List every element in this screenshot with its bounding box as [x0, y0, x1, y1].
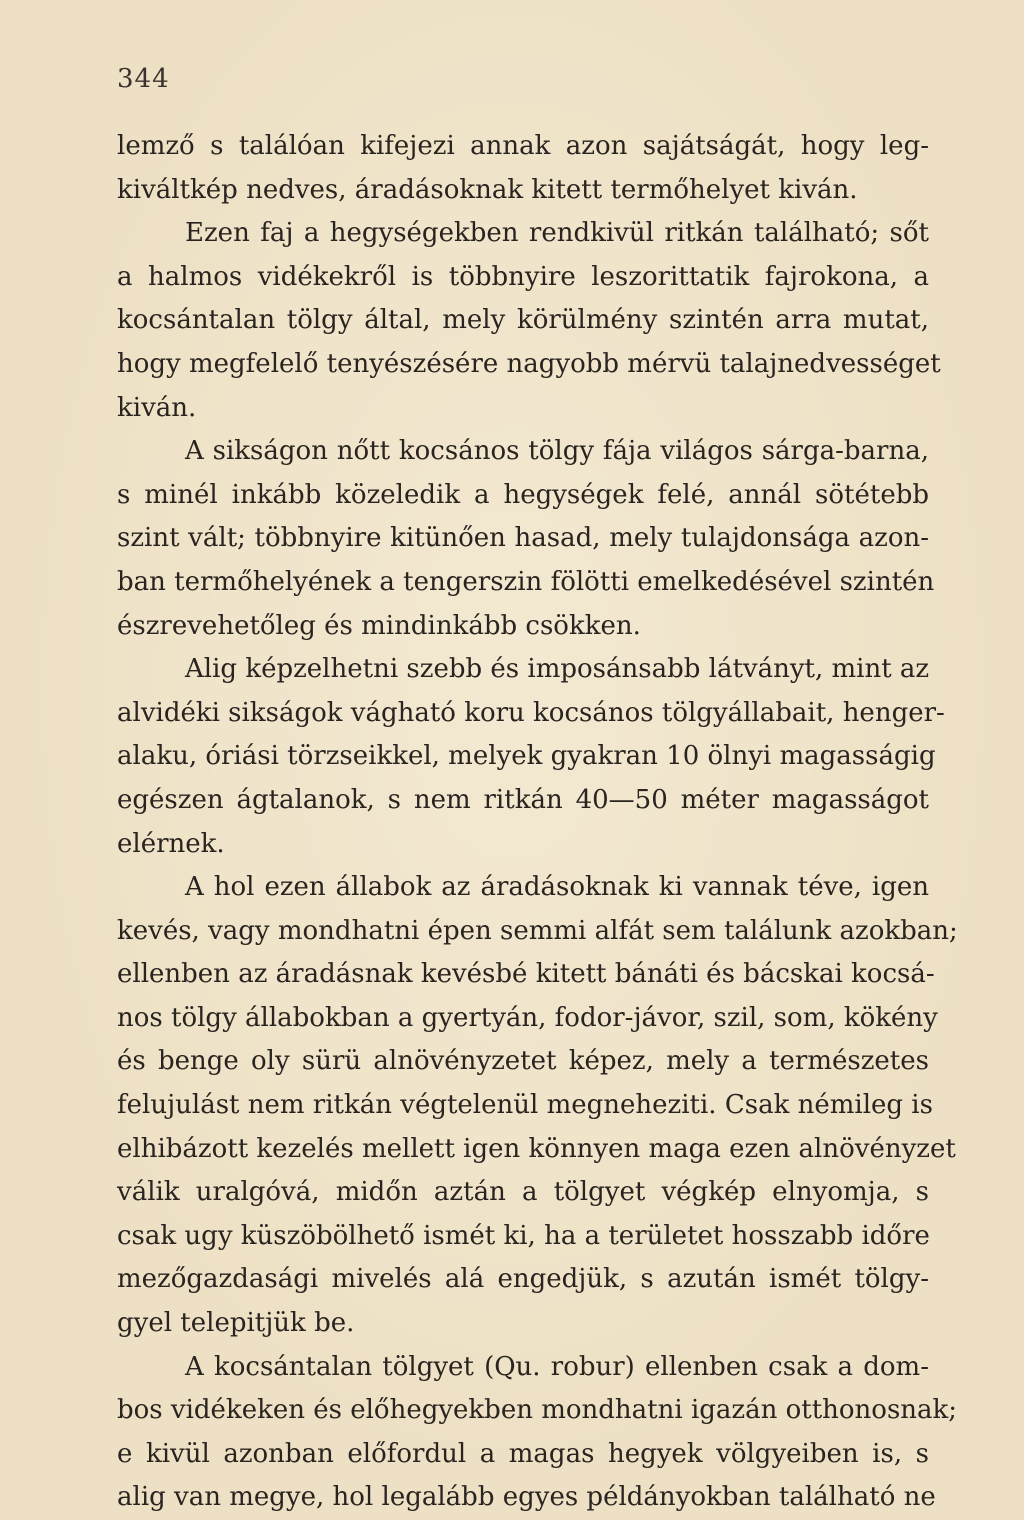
text-line: s minél inkább közeledik a hegységek felé, annál sötétebb [117, 479, 929, 510]
paragraph [117, 648, 945, 866]
text-line: A sikságon nőtt kocsános tölgy fája világos sárga-barna, [185, 436, 929, 467]
paragraph [117, 866, 958, 1346]
text-line: A kocsántalan tölgyet (Qu. robur) ellenben csak a dom- [185, 1351, 929, 1382]
text-line: és benge oly sürü alnövényzetet képez, mely a természetes [117, 1046, 929, 1077]
text-line: elhibázott kezelés mellett igen könnyen maga ezen alnövényzet [117, 1133, 956, 1164]
text-line: Ezen faj a hegységekben rendkivül ritkán található; sőt [185, 218, 929, 249]
text-line: alaku, óriási törzseikkel, melyek gyakran 10 ölnyi magasságig [117, 741, 936, 772]
text-line: gyel telepitjük be. [117, 1308, 355, 1339]
text-line: kiván. [117, 392, 197, 423]
text-line: e kivül azonban előfordul a magas hegyek völgyeiben is, s [117, 1438, 929, 1469]
text-line: alig van megye, hol legalább egyes példányokban található ne [117, 1482, 936, 1513]
page-number: 344 [117, 64, 170, 94]
text-line: ellenben az áradásnak kevésbé kitett bánáti és bácskai kocsá- [117, 959, 935, 990]
paragraph [117, 1346, 958, 1520]
text-line: észrevehetőleg és mindinkább csökken. [117, 610, 641, 641]
text-line: csak ugy küszöbölhető ismét ki, ha a területet hosszabb időre [117, 1220, 930, 1251]
text-line: kiváltkép nedves, áradásoknak kitett termőhelyet kiván. [117, 174, 858, 205]
body-text [117, 125, 958, 1520]
text-line: alvidéki sikságok vágható koru kocsános tölgyállabait, henger- [117, 697, 945, 728]
text-line: a halmos vidékekről is többnyire leszorittatik fajrokona, a [117, 261, 929, 292]
text-line: A hol ezen állabok az áradásoknak ki vannak téve, igen [185, 872, 929, 903]
text-line: kocsántalan tölgy által, mely körülmény szintén arra mutat, [117, 305, 929, 336]
text-line: hogy megfelelő tenyészésére nagyobb mérvü talajnedvességet [117, 348, 941, 379]
text-line: bos vidékeken és előhegyekben mondhatni igazán otthonosnak; [117, 1395, 958, 1426]
text-line: elérnek. [117, 828, 225, 859]
text-line: szint vált; többnyire kitünően hasad, mely tulajdonsága azon- [117, 523, 929, 554]
text-line: nos tölgy állabokban a gyertyán, fodor-jávor, szil, som, kökény [117, 1002, 938, 1033]
text-line: lemző s találóan kifejezi annak azon sajátságát, hogy leg- [117, 131, 929, 161]
paragraph [117, 430, 935, 648]
text-line: válik uralgóvá, midőn aztán a tölgyet végkép elnyomja, s [117, 1177, 929, 1208]
paragraph [117, 212, 941, 430]
text-line: egészen ágtalanok, s nem ritkán 40—50 méter magasságot [117, 784, 929, 815]
text-line: mezőgazdasági mivelés alá engedjük, s azután ismét tölgy- [117, 1264, 929, 1295]
text-line: felujulást nem ritkán végtelenül megneheziti. Csak némileg is [117, 1090, 933, 1121]
paragraph [117, 125, 929, 212]
text-line: Alig képzelhetni szebb és imposánsabb látványt, mint az [185, 654, 930, 685]
text-line: kevés, vagy mondhatni épen semmi alfát sem találunk azokban; [117, 915, 958, 946]
text-line: ban termőhelyének a tengerszin fölötti emelkedésével szintén [117, 566, 935, 597]
